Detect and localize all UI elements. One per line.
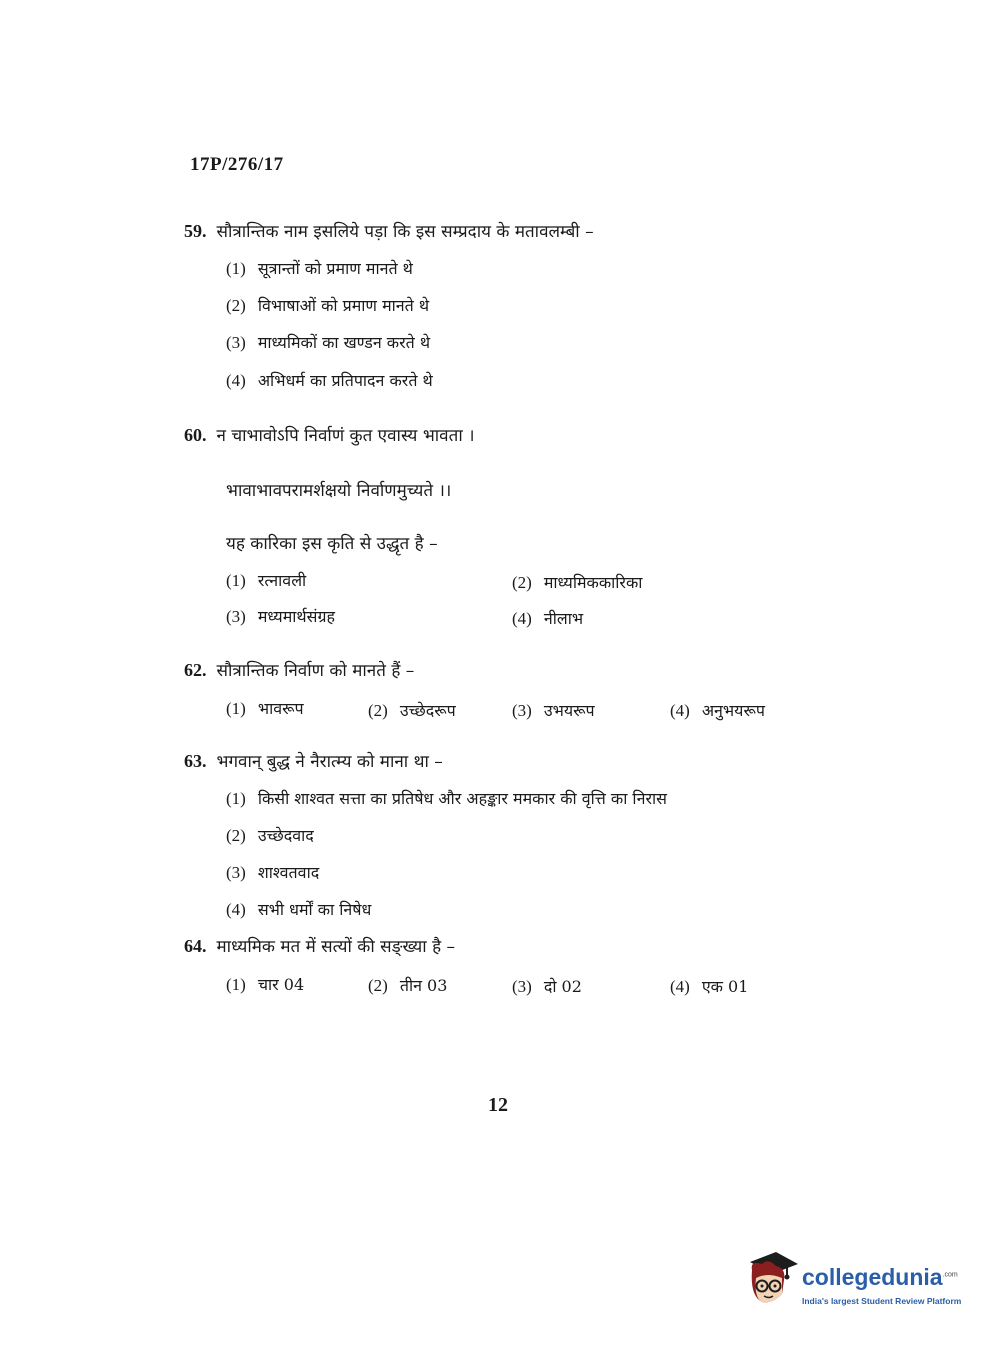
option: [226, 370, 433, 392]
option-text: दो 02: [543, 977, 582, 996]
option-text: चार 04: [257, 975, 305, 994]
question-number: 63.: [184, 751, 207, 771]
option-text: तीन 03: [399, 976, 448, 995]
option: [226, 825, 314, 847]
option-text: सूत्रान्तों को प्रमाण मानते थे: [257, 259, 413, 278]
option-number: (4): [226, 900, 246, 919]
option: [512, 700, 595, 722]
option: [226, 570, 306, 592]
option-text: मध्यमार्थसंग्रह: [257, 607, 335, 626]
collegedunia-logo: [742, 1248, 972, 1318]
option-number: (2): [512, 573, 532, 592]
option: [226, 332, 430, 354]
question-60: [184, 424, 475, 447]
option-text: अभिधर्म का प्रतिपादन करते थे: [257, 371, 433, 390]
option: [226, 862, 319, 884]
question-text: सौत्रान्तिक निर्वाण को मानते हैं –: [216, 661, 415, 681]
option-number: (4): [670, 701, 690, 720]
question-text: माध्यमिक मत में सत्यों की सङ्ख्या है –: [216, 937, 455, 957]
logo-wordmark: [802, 1264, 958, 1291]
option: [226, 698, 304, 720]
option-text: शाश्वतवाद: [257, 863, 320, 882]
question-59: [184, 220, 594, 243]
logo-name: collegedunia: [802, 1264, 943, 1290]
option-text: किसी शाश्वत सत्ता का प्रतिषेध और अहङ्कार ममकार की वृत्ति का निरास: [257, 789, 667, 808]
option-number: (1): [226, 571, 246, 590]
option-number: (1): [226, 975, 246, 994]
question-62: [184, 659, 414, 682]
option-number: (4): [670, 977, 690, 996]
option-text: भावरूप: [257, 699, 304, 718]
option: [368, 975, 447, 997]
option-text: उच्छेदरूप: [399, 701, 456, 720]
option-number: (2): [226, 296, 246, 315]
option-number: (3): [226, 607, 246, 626]
option: [512, 572, 642, 594]
option-number: (2): [368, 976, 388, 995]
option: [226, 295, 429, 317]
option: [670, 976, 748, 998]
question-prompt: यह कारिका इस कृति से उद्धृत है –: [226, 534, 438, 554]
question-number: 62.: [184, 660, 207, 680]
logo-suffix: .com: [942, 1271, 958, 1279]
option: [226, 899, 371, 921]
question-text: सौत्रान्तिक नाम इसलिये पड़ा कि इस सम्प्रदाय के मतावलम्बी –: [216, 222, 594, 242]
mascot-icon: [742, 1248, 800, 1312]
option: [512, 608, 583, 630]
option-text: विभाषाओं को प्रमाण मानते थे: [257, 296, 430, 315]
question-64: [184, 935, 455, 958]
option: [512, 976, 582, 998]
option: [226, 974, 304, 996]
question-number: 64.: [184, 936, 207, 956]
verse-line: भावाभावपरामर्शक्षयो निर्वाणमुच्यते ।।: [226, 481, 452, 501]
option-text: नीलाभ: [543, 609, 584, 628]
option-number: (3): [226, 863, 246, 882]
option-number: (3): [512, 701, 532, 720]
option: [670, 700, 765, 722]
option-text: उच्छेदवाद: [257, 826, 314, 845]
option: [226, 258, 413, 280]
option: [368, 700, 456, 722]
option-text: सभी धर्मों का निषेध: [257, 900, 372, 919]
option-text: माध्यमिकों का खण्डन करते थे: [257, 333, 431, 352]
option-number: (4): [512, 609, 532, 628]
option-number: (3): [512, 977, 532, 996]
option-text: माध्यमिककारिका: [543, 573, 643, 592]
question-text: न चाभावोऽपि निर्वाणं कुत एवास्य भावता ।: [216, 426, 475, 446]
option-number: (2): [226, 826, 246, 845]
option-number: (3): [226, 333, 246, 352]
option: [226, 606, 335, 628]
question-number: 60.: [184, 425, 207, 445]
question-63: [184, 750, 443, 773]
page-number: 12: [488, 1094, 508, 1116]
option-text: अनुभयरूप: [701, 701, 765, 720]
option-number: (2): [368, 701, 388, 720]
option-text: उभयरूप: [543, 701, 595, 720]
logo-tagline: India's largest Student Review Platform: [802, 1296, 962, 1306]
option-text: रत्नावली: [257, 571, 307, 590]
question-number: 59.: [184, 221, 207, 241]
option-number: (4): [226, 371, 246, 390]
paper-code: 17P/276/17: [190, 154, 284, 175]
option: [226, 788, 667, 810]
question-text: भगवान् बुद्ध ने नैरात्म्य को माना था –: [216, 752, 443, 772]
option-number: (1): [226, 789, 246, 808]
option-number: (1): [226, 699, 246, 718]
option-number: (1): [226, 259, 246, 278]
option-text: एक 01: [701, 977, 749, 996]
